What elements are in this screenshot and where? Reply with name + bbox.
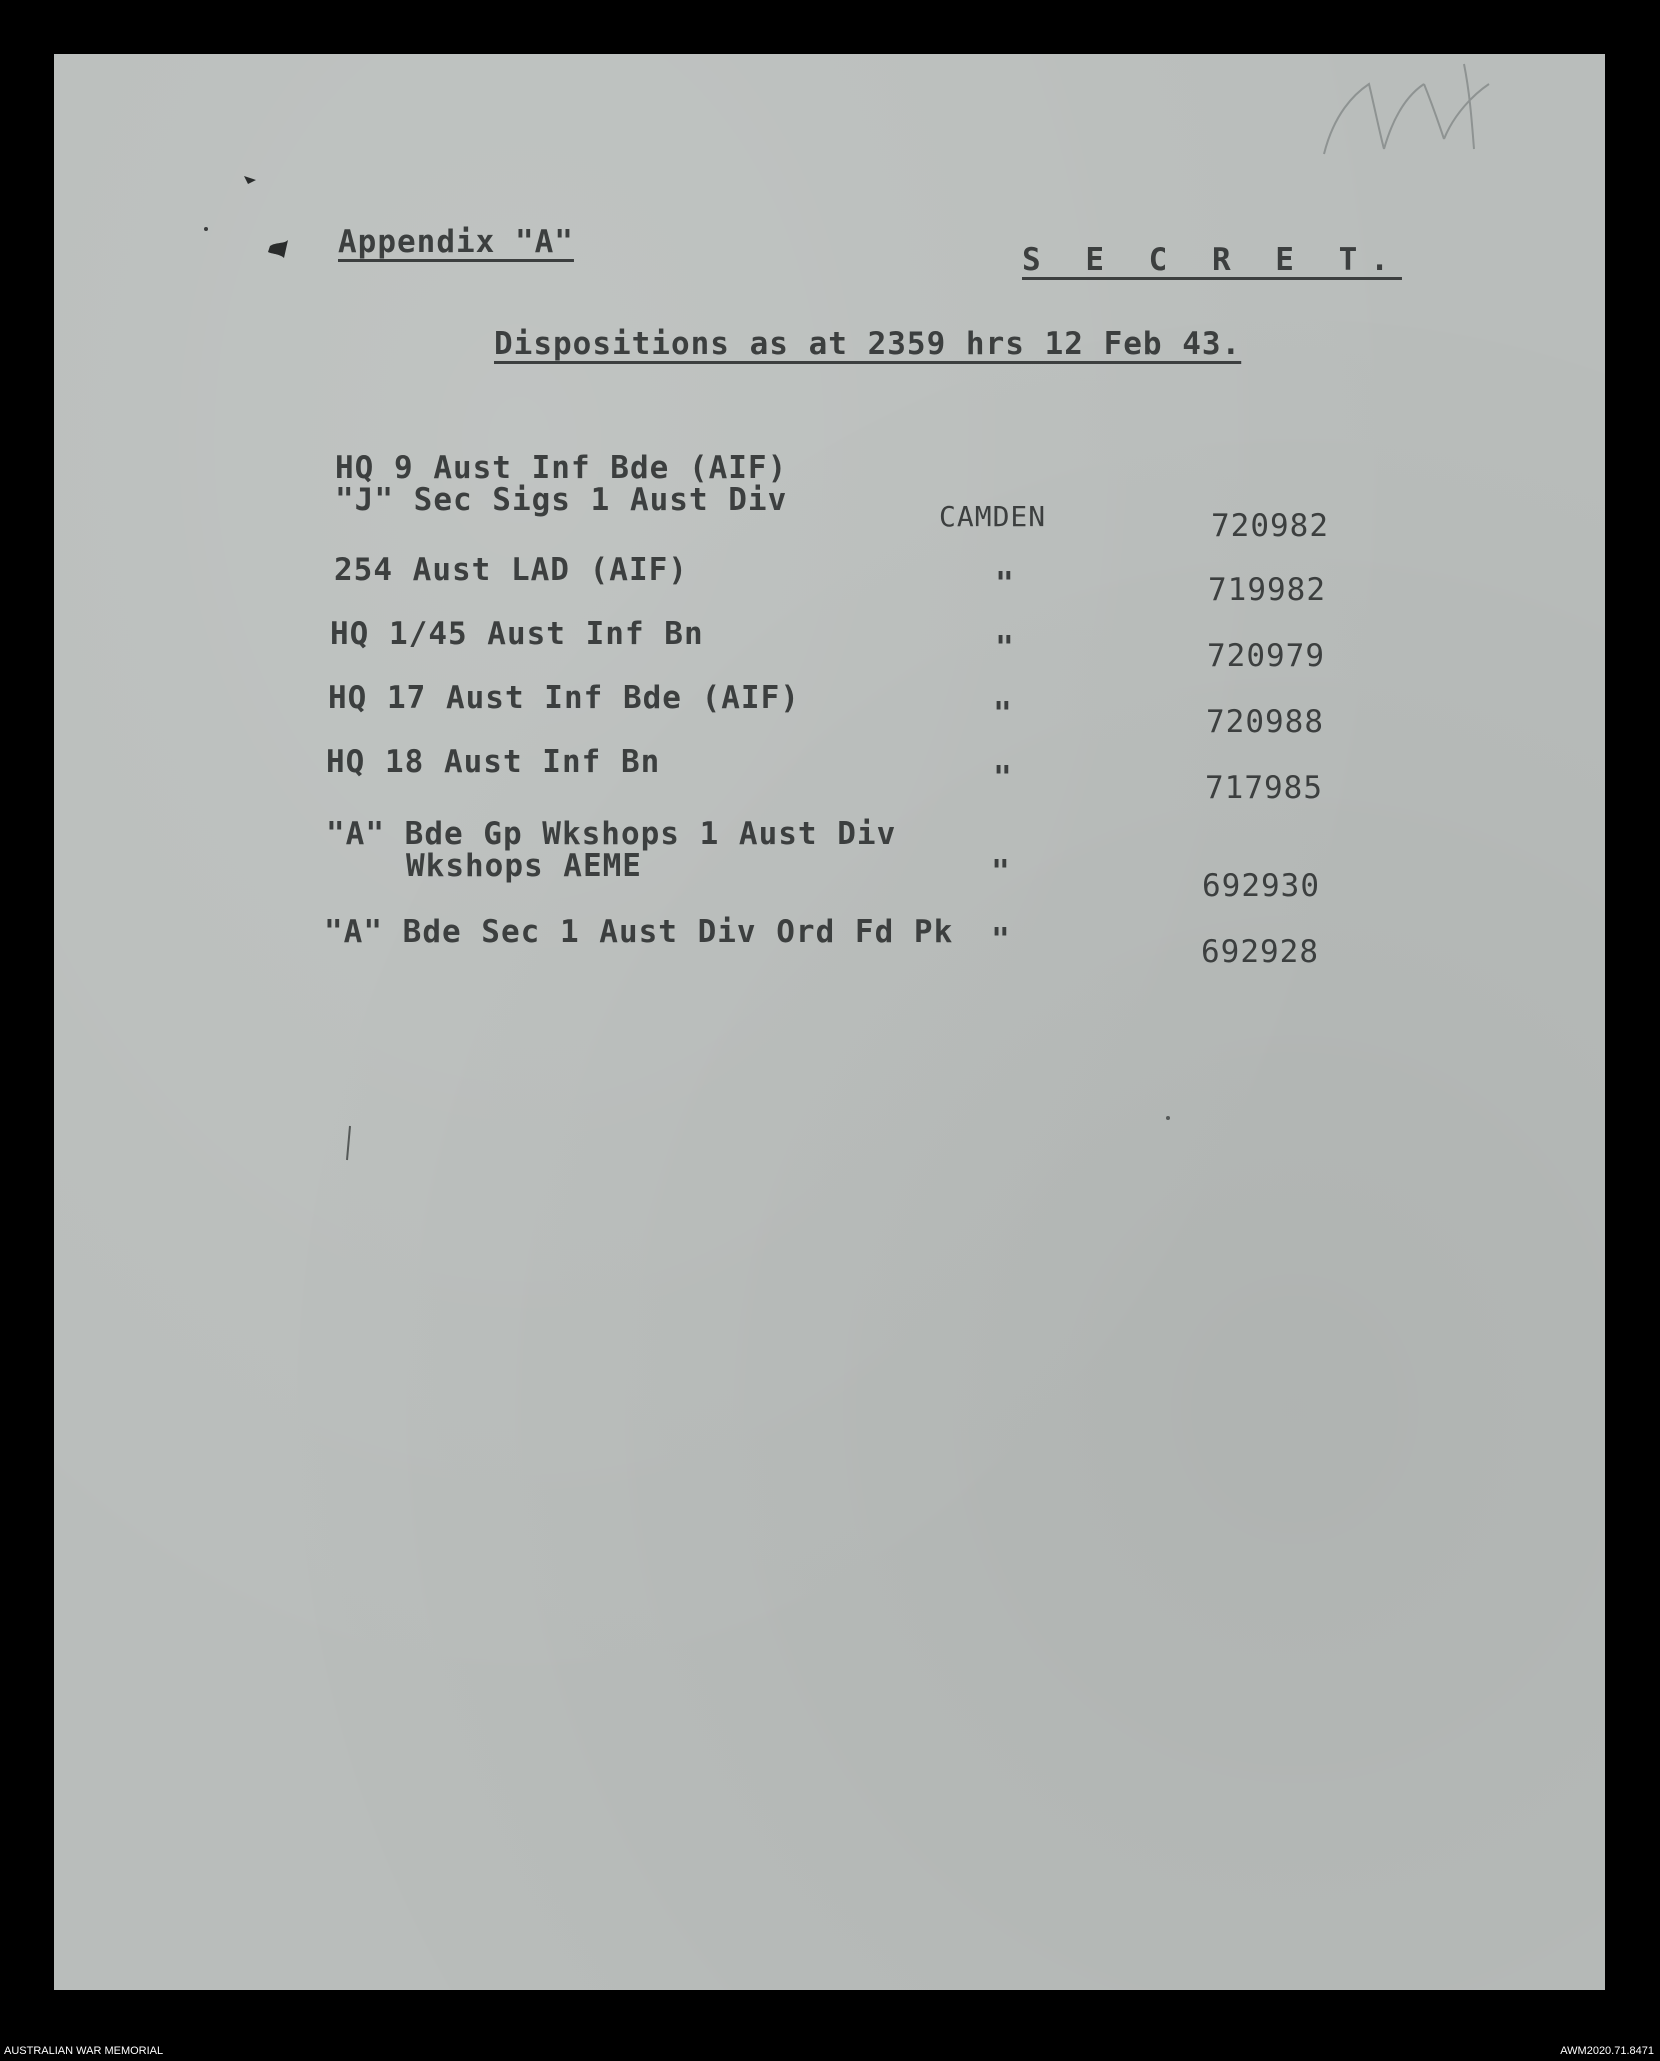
footer-credit: AUSTRALIAN WAR MEMORIAL xyxy=(4,2045,164,2057)
unit-row-1-line-2: "J" Sec Sigs 1 Aust Div xyxy=(335,482,788,518)
unit-row-4: HQ 17 Aust Inf Bde (AIF) xyxy=(328,680,800,716)
unit-row-6-grid-ref: 692930 xyxy=(1202,868,1320,904)
unit-row-2-location: " xyxy=(995,566,1015,602)
unit-row-3-location: " xyxy=(995,630,1015,666)
unit-row-7: "A" Bde Sec 1 Aust Div Ord Fd Pk xyxy=(324,914,954,950)
footer-accession-number: AWM2020.71.8471 xyxy=(1560,2045,1654,2057)
classification-label: S E C R E T. xyxy=(1022,242,1402,278)
unit-row-2: 254 Aust LAD (AIF) xyxy=(334,552,688,588)
unit-row-1-location: CAMDEN xyxy=(939,500,1047,533)
unit-row-3: HQ 1/45 Aust Inf Bn xyxy=(330,616,704,652)
unit-row-4-grid-ref: 720988 xyxy=(1206,704,1324,740)
pencil-scribble xyxy=(1314,54,1534,164)
unit-row-1-grid-ref: 720982 xyxy=(1211,508,1329,544)
unit-row-5-location: " xyxy=(993,760,1013,796)
unit-row-6-location: " xyxy=(991,854,1011,890)
stray-dot xyxy=(1164,1114,1172,1122)
unit-row-1-line-1: HQ 9 Aust Inf Bde (AIF) xyxy=(335,450,788,486)
unit-row-7-location: " xyxy=(991,922,1011,958)
unit-row-5: HQ 18 Aust Inf Bn xyxy=(326,744,661,780)
stray-mark xyxy=(344,1124,354,1164)
punch-hole-mark xyxy=(184,114,304,274)
unit-row-4-location: " xyxy=(993,696,1013,732)
unit-row-3-grid-ref: 720979 xyxy=(1207,638,1325,674)
appendix-label: Appendix "A" xyxy=(338,224,574,260)
unit-row-7-grid-ref: 692928 xyxy=(1201,934,1319,970)
page-title: Dispositions as at 2359 hrs 12 Feb 43. xyxy=(494,326,1242,362)
unit-row-6-line-1: "A" Bde Gp Wkshops 1 Aust Div xyxy=(326,816,897,852)
unit-row-6-line-2: Wkshops AEME xyxy=(406,848,642,884)
unit-row-2-grid-ref: 719982 xyxy=(1208,572,1326,608)
document-page xyxy=(54,54,1605,1990)
unit-row-5-grid-ref: 717985 xyxy=(1205,770,1323,806)
